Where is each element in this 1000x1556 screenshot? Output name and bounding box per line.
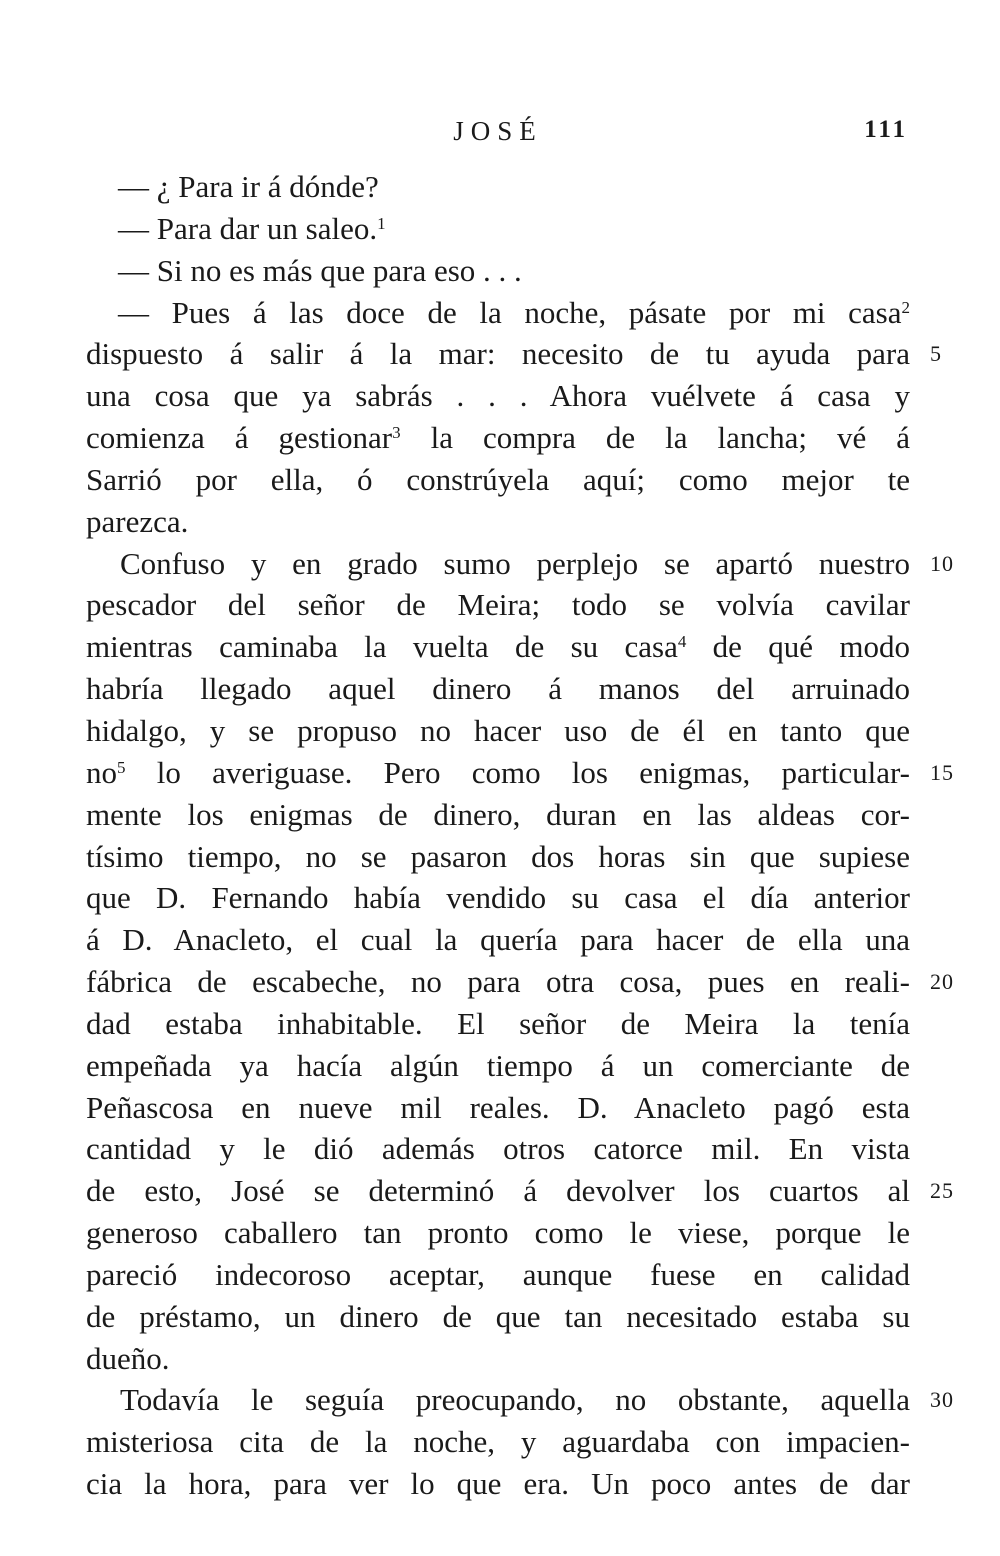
line-number: 10	[930, 550, 954, 576]
body-text	[86, 166, 954, 1505]
text-line: cia la hora, para ver lo que era. Un poco antes de dar	[86, 1466, 910, 1502]
text-line: generoso caballero tan pronto como le viese, porque le	[86, 1215, 910, 1251]
text-line: dueño.	[86, 1340, 170, 1376]
text-line: fábrica de escabeche, no para otra cosa, pues en reali- 20	[86, 961, 910, 1003]
text-line: — Para dar un saleo.$^1$	[118, 210, 386, 246]
text-line: Peñascosa en nueve mil reales. D. Anacleto pagó esta	[86, 1089, 910, 1125]
text-line: de esto, José se determinó á devolver los cuartos al 25	[86, 1170, 910, 1212]
text-line: que D. Fernando había vendido su casa el día anterior	[86, 880, 910, 916]
text-line: dad estaba inhabitable. El señor de Meira la tenía	[86, 1005, 910, 1041]
line-number: 30	[930, 1387, 954, 1413]
text-line: — Pues á las doce de la noche, pásate por mi casa$^2$	[118, 294, 910, 330]
text-line: pareció indecoroso aceptar, aunque fuese en calidad	[86, 1256, 910, 1292]
line-number: 20	[930, 969, 954, 995]
text-line: mente los enigmas de dinero, duran en las aldeas cor-	[86, 796, 910, 832]
text-line: Todavía le seguía preocupando, no obstante, aquella 30	[86, 1379, 910, 1421]
text-line: empeñada ya hacía algún tiempo á un comerciante de	[86, 1047, 910, 1083]
text-line: — ¿ Para ir á dónde?	[118, 169, 379, 204]
text-line: habría llegado aquel dinero á manos del arruinado	[86, 671, 910, 707]
text-line: Sarrió por ella, ó constrúyela aquí; como mejor te	[86, 461, 910, 497]
text-line: tísimo tiempo, no se pasaron dos horas sin que supiese	[86, 838, 910, 874]
text-line: Confuso y en grado sumo perplejo se apartó nuestro 10	[86, 543, 910, 585]
line-number: 25	[930, 1178, 954, 1204]
footnote-ref: 1	[377, 213, 386, 233]
text-line: misteriosa cita de la noche, y aguardaba con impacien-	[86, 1424, 910, 1460]
text-line: cantidad y le dió además otros catorce mil. En vista	[86, 1131, 910, 1167]
text-line: pescador del señor de Meira; todo se volvía cavilar	[86, 587, 910, 623]
text-line: $no^5$ lo averiguase. Pero como los enigmas, particular- 15	[86, 752, 910, 794]
footnote-ref: 5	[117, 757, 126, 777]
text-line: parezca.	[86, 503, 189, 539]
line-number: 15	[930, 759, 954, 785]
text-line: dispuesto á salir á la mar: necesito de tu ayuda para 5	[86, 333, 910, 375]
running-head	[86, 112, 910, 152]
text-line: comienza á gestionar$^3$ la compra de la lancha; vé á	[86, 420, 910, 456]
page-number: 111	[864, 116, 908, 143]
footnote-ref: 4	[677, 632, 687, 652]
footnote-ref: 3	[392, 422, 401, 442]
text-line: hidalgo, y se propuso no hacer uso de él en tanto que	[86, 712, 910, 748]
line-number: 5	[930, 341, 942, 367]
text-line: de préstamo, un dinero de que tan necesitado estaba su	[86, 1298, 910, 1334]
running-title: JOSÉ	[453, 116, 543, 146]
text-line: una cosa que ya sabrás . . . Ahora vuélvete á casa y	[86, 378, 910, 414]
text-line: mientras caminaba la vuelta de su casa$^4$ de qué modo	[86, 629, 910, 665]
text-line: — Si no es más que para eso . . .	[118, 252, 522, 288]
text-line: á D. Anacleto, el cual la quería para hacer de ella una	[86, 922, 910, 958]
footnote-ref: 2	[901, 297, 910, 317]
